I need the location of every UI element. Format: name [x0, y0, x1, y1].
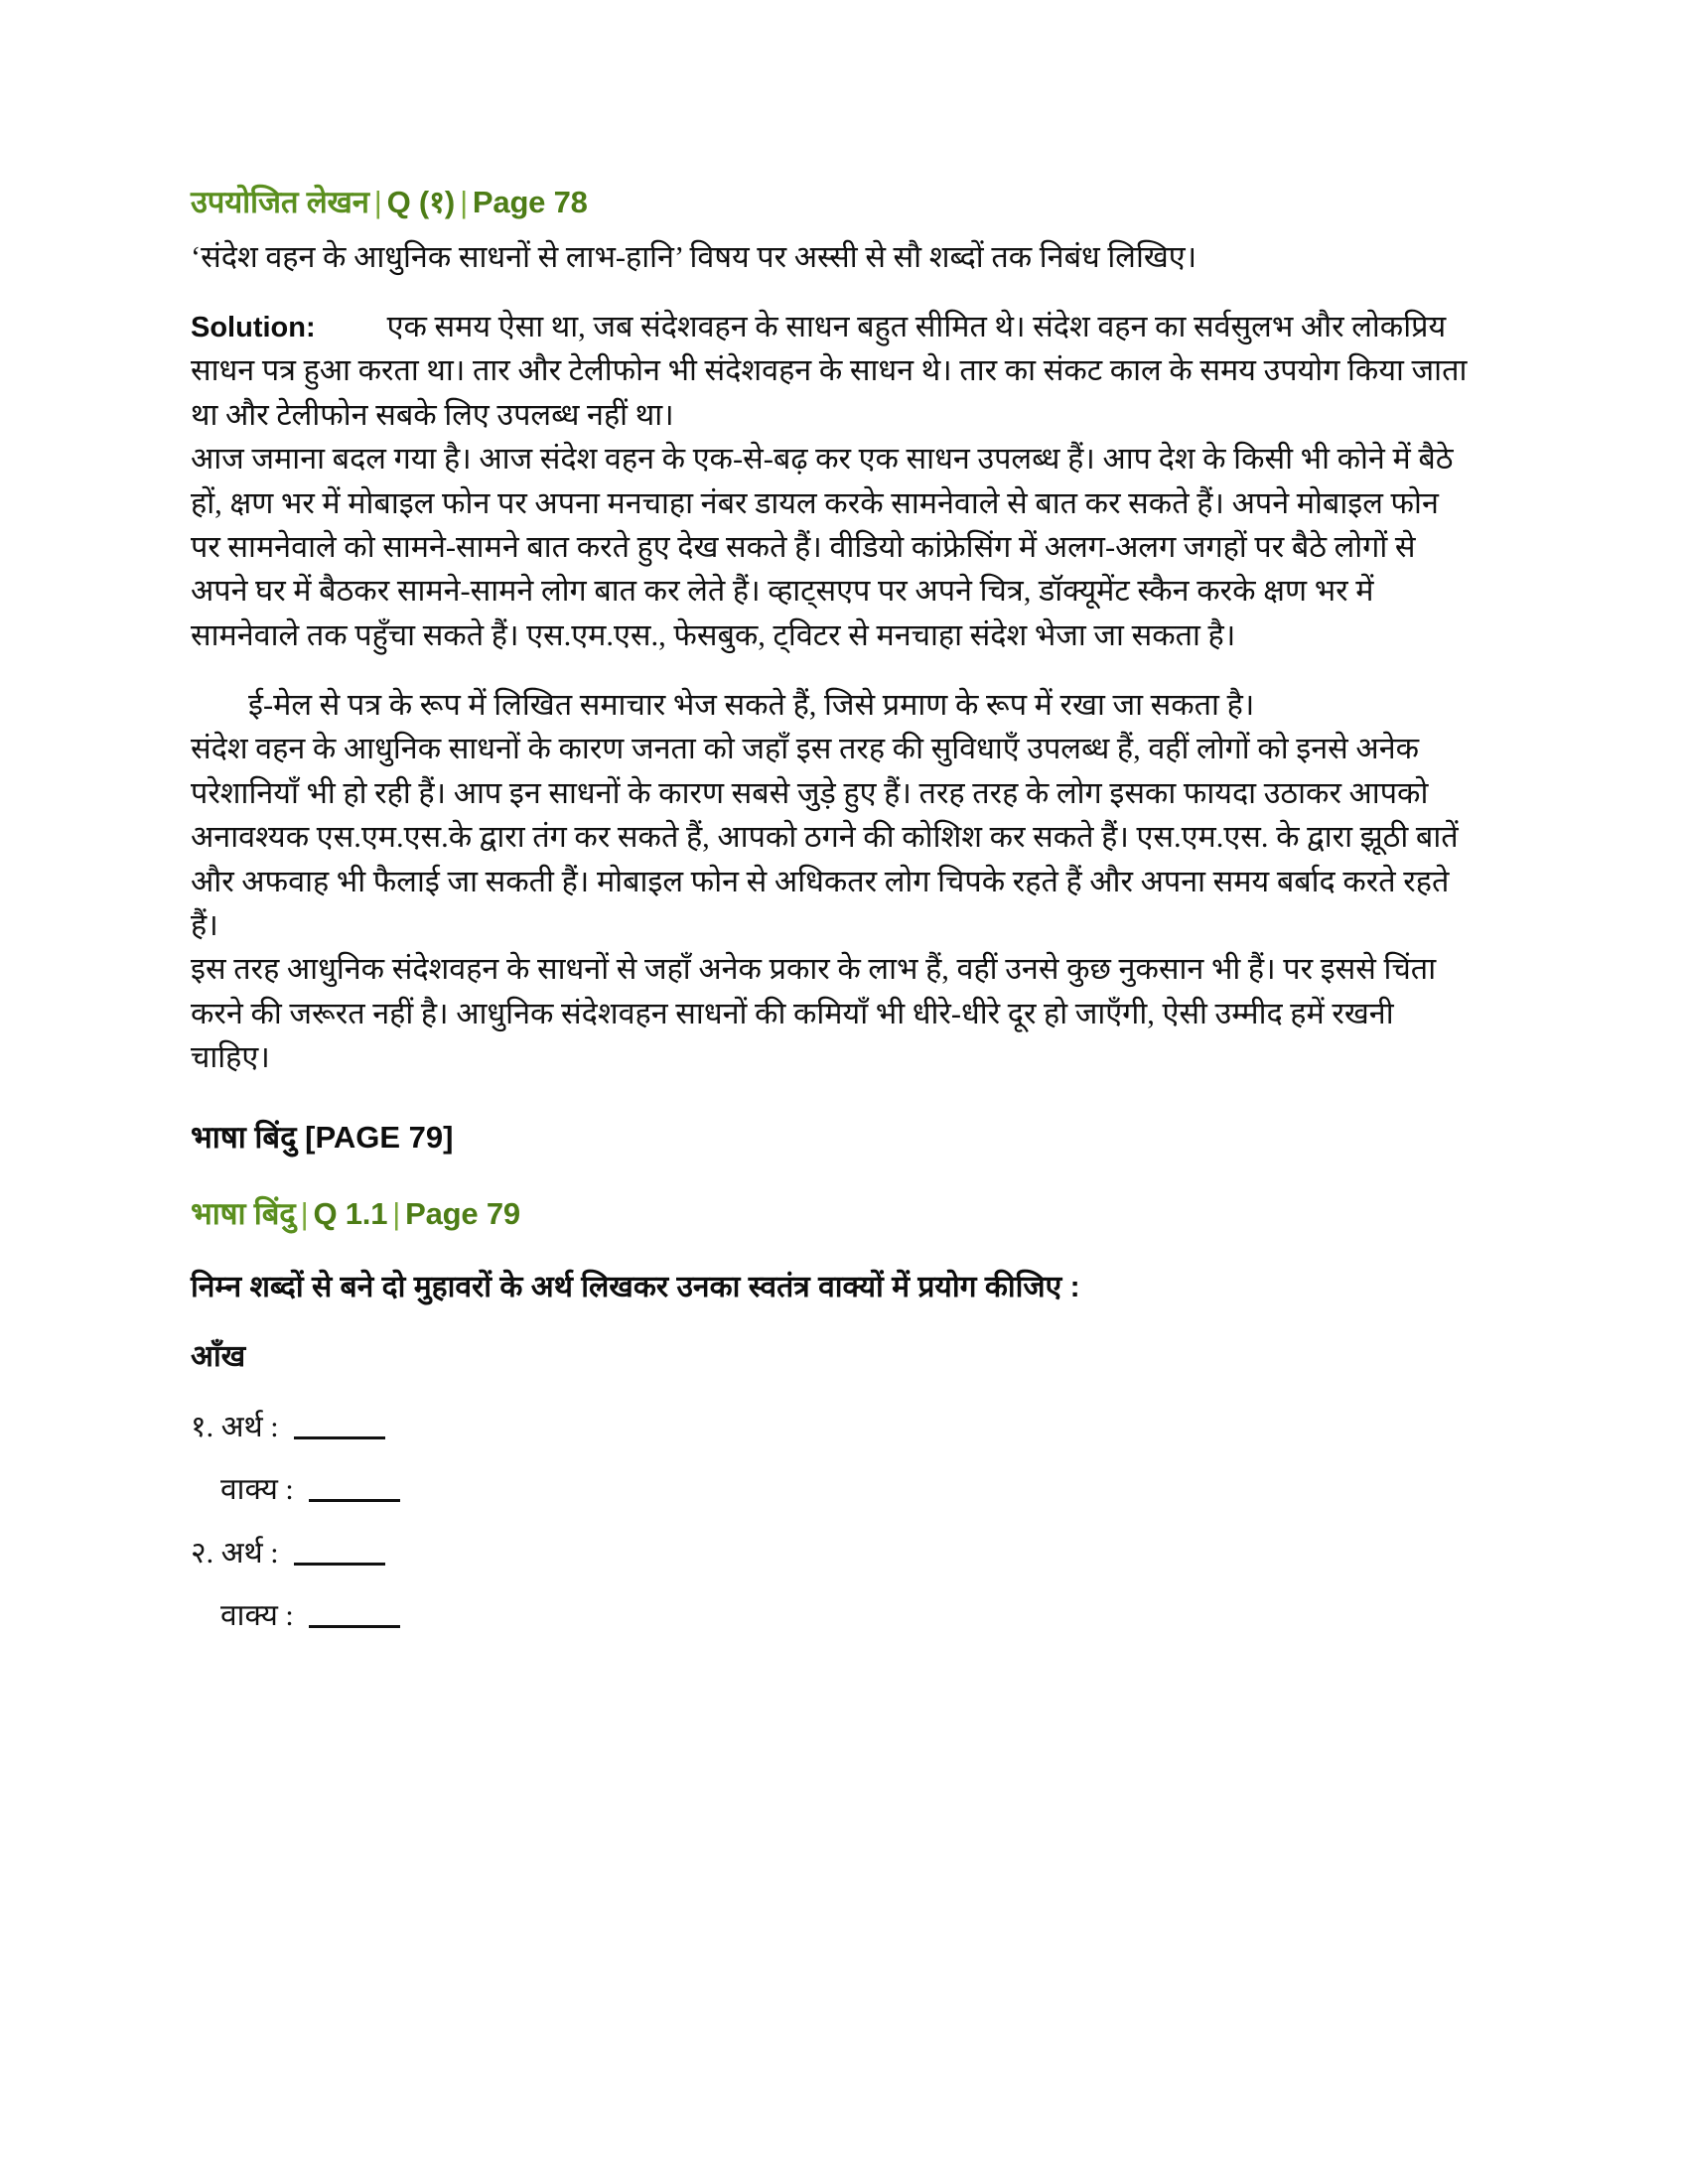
answer-blank-row: [191, 1597, 1475, 1635]
blank-number-3: २.: [191, 1536, 214, 1570]
question-header-2-separator: |: [300, 1196, 309, 1232]
question-header-2-chapter: भाषा बिंदु: [191, 1196, 296, 1232]
answer-blank-list: [191, 1409, 1475, 1635]
answer-blank-row: [191, 1471, 1475, 1509]
solution-paragraph-3-text: ई-मेल से पत्र के रूप में लिखित समाचार भेज सकते हैं, जिसे प्रमाण के रूप में रखा जा सकता है।: [248, 688, 1255, 723]
question-text-2: निम्न शब्दों से बने दो मुहावरों के अर्थ लिखकर उनका स्वतंत्र वाक्यों में प्रयोग कीजिए :: [191, 1270, 1080, 1303]
blank-label-4: वाक्य :: [220, 1599, 294, 1633]
blank-input-vakya-2[interactable]: [309, 1605, 400, 1628]
question-header-2-separator-2: |: [392, 1196, 401, 1232]
blank-label-1: अर्थ :: [220, 1410, 279, 1443]
solution-paragraph-3: [191, 683, 1475, 727]
blank-input-vakya-1[interactable]: [309, 1479, 400, 1502]
question-header-chapter: उपयोजित लेखन: [191, 185, 369, 219]
question-header-separator-2: |: [460, 185, 468, 219]
solution-paragraph-2: आज जमाना बदल गया है। आज संदेश वहन के एक-से-बढ़ कर एक साधन उपलब्ध हैं। आप देश के किसी भी कोने में बैठे हों, क्षण भर में मोबाइल फोन पर अपना मनचाहा नंबर डायल करके सामनेवाले से बात कर सकते हैं। अपने मोबाइल फोन पर सामनेवाले को सामने-सामने बात करते हुए देख सकते हैं। वीडियो कांफ्रेसिंग में अलग-अलग जगहों पर बैठे लोगों से अपने घर में बैठकर सामने-सामने लोग बात कर लेते हैं। व्हाट्सएप पर अपने चित्र, डॉक्यूमेंट स्कैन करके क्षण भर में सामनेवाले तक पहुँचा सकते हैं। एस.एम.एस., फेसबुक, ट्विटर से मनचाहा संदेश भेजा जा सकता है।: [191, 442, 1454, 652]
question-text-1: ‘संदेश वहन के आधुनिक साधनों से लाभ-हानि’ विषय पर अस्सी से सौ शब्दों तक निबंध लिखिए।: [191, 239, 1197, 274]
solution-paragraph-1: [191, 305, 1475, 437]
blank-number-1: १.: [191, 1410, 214, 1443]
solution-paragraph-4: संदेश वहन के आधुनिक साधनों के कारण जनता को जहाँ इस तरह की सुविधाएँ उपलब्ध हैं, वहीं लोगों को इनसे अनेक परेशानियाँ भी हो रही हैं। आप इन साधनों के कारण सबसे जुड़े हुए हैं। तरह तरह के लोग इसका फायदा उठाकर आपको अनावश्यक एस.एम.एस.के द्वारा तंग कर सकते हैं, आपको ठगने की कोशिश कर सकते हैं। एस.एम.एस. के द्वारा झूठी बातें और अफवाह भी फैलाई जा सकती हैं। मोबाइल फोन से अधिकतर लोग चिपके रहते हैं और अपना समय बर्बाद करते रहते हैं।: [191, 732, 1459, 942]
blank-label-3: अर्थ :: [220, 1536, 279, 1570]
answer-blank-row: [191, 1409, 1475, 1446]
blank-label-2: वाक्य :: [220, 1473, 294, 1507]
question-header-page: Page 78: [472, 185, 588, 219]
solution-paragraph-1-text: एक समय ऐसा था, जब संदेशवहन के साधन बहुत सीमित थे। संदेश वहन का सर्वसुलभ और लोकप्रिय साधन पत्र हुआ करता था। तार और टेलीफोन भी संदेशवहन के साधन थे। तार का संकट काल के समय उपयोग किया जाता था और टेलीफोन सबके लिए उपलब्ध नहीं था।: [191, 310, 1468, 432]
question-header-2: [191, 1195, 1475, 1234]
solution-paragraph-5: इस तरह आधुनिक संदेशवहन के साधनों से जहाँ अनेक प्रकार के लाभ हैं, वहीं उनसे कुछ नुकसान भी हैं। पर इससे चिंता करने की जरूरत नहीं है। आधुनिक संदेशवहन साधनों की कमियाँ भी धीरे-धीरे दूर हो जाएँगी, ऐसी उम्मीद हमें रखनी चाहिए।: [191, 952, 1437, 1075]
blank-input-artha-2[interactable]: [294, 1543, 385, 1566]
question-header-separator: |: [373, 185, 382, 219]
question-header-1: [191, 184, 1475, 222]
answer-blank-row: [191, 1535, 1475, 1572]
question-header-2-number: Q 1.1: [313, 1196, 388, 1232]
idiom-word: आँख: [191, 1339, 246, 1373]
solution-label: Solution:: [191, 312, 316, 344]
question-header-2-page: Page 79: [405, 1196, 520, 1232]
question-header-number: Q (१): [386, 185, 456, 219]
blank-input-artha-1[interactable]: [294, 1417, 385, 1439]
section-header-bhasha-bindu: भाषा बिंदु [PAGE 79]: [191, 1120, 454, 1156]
